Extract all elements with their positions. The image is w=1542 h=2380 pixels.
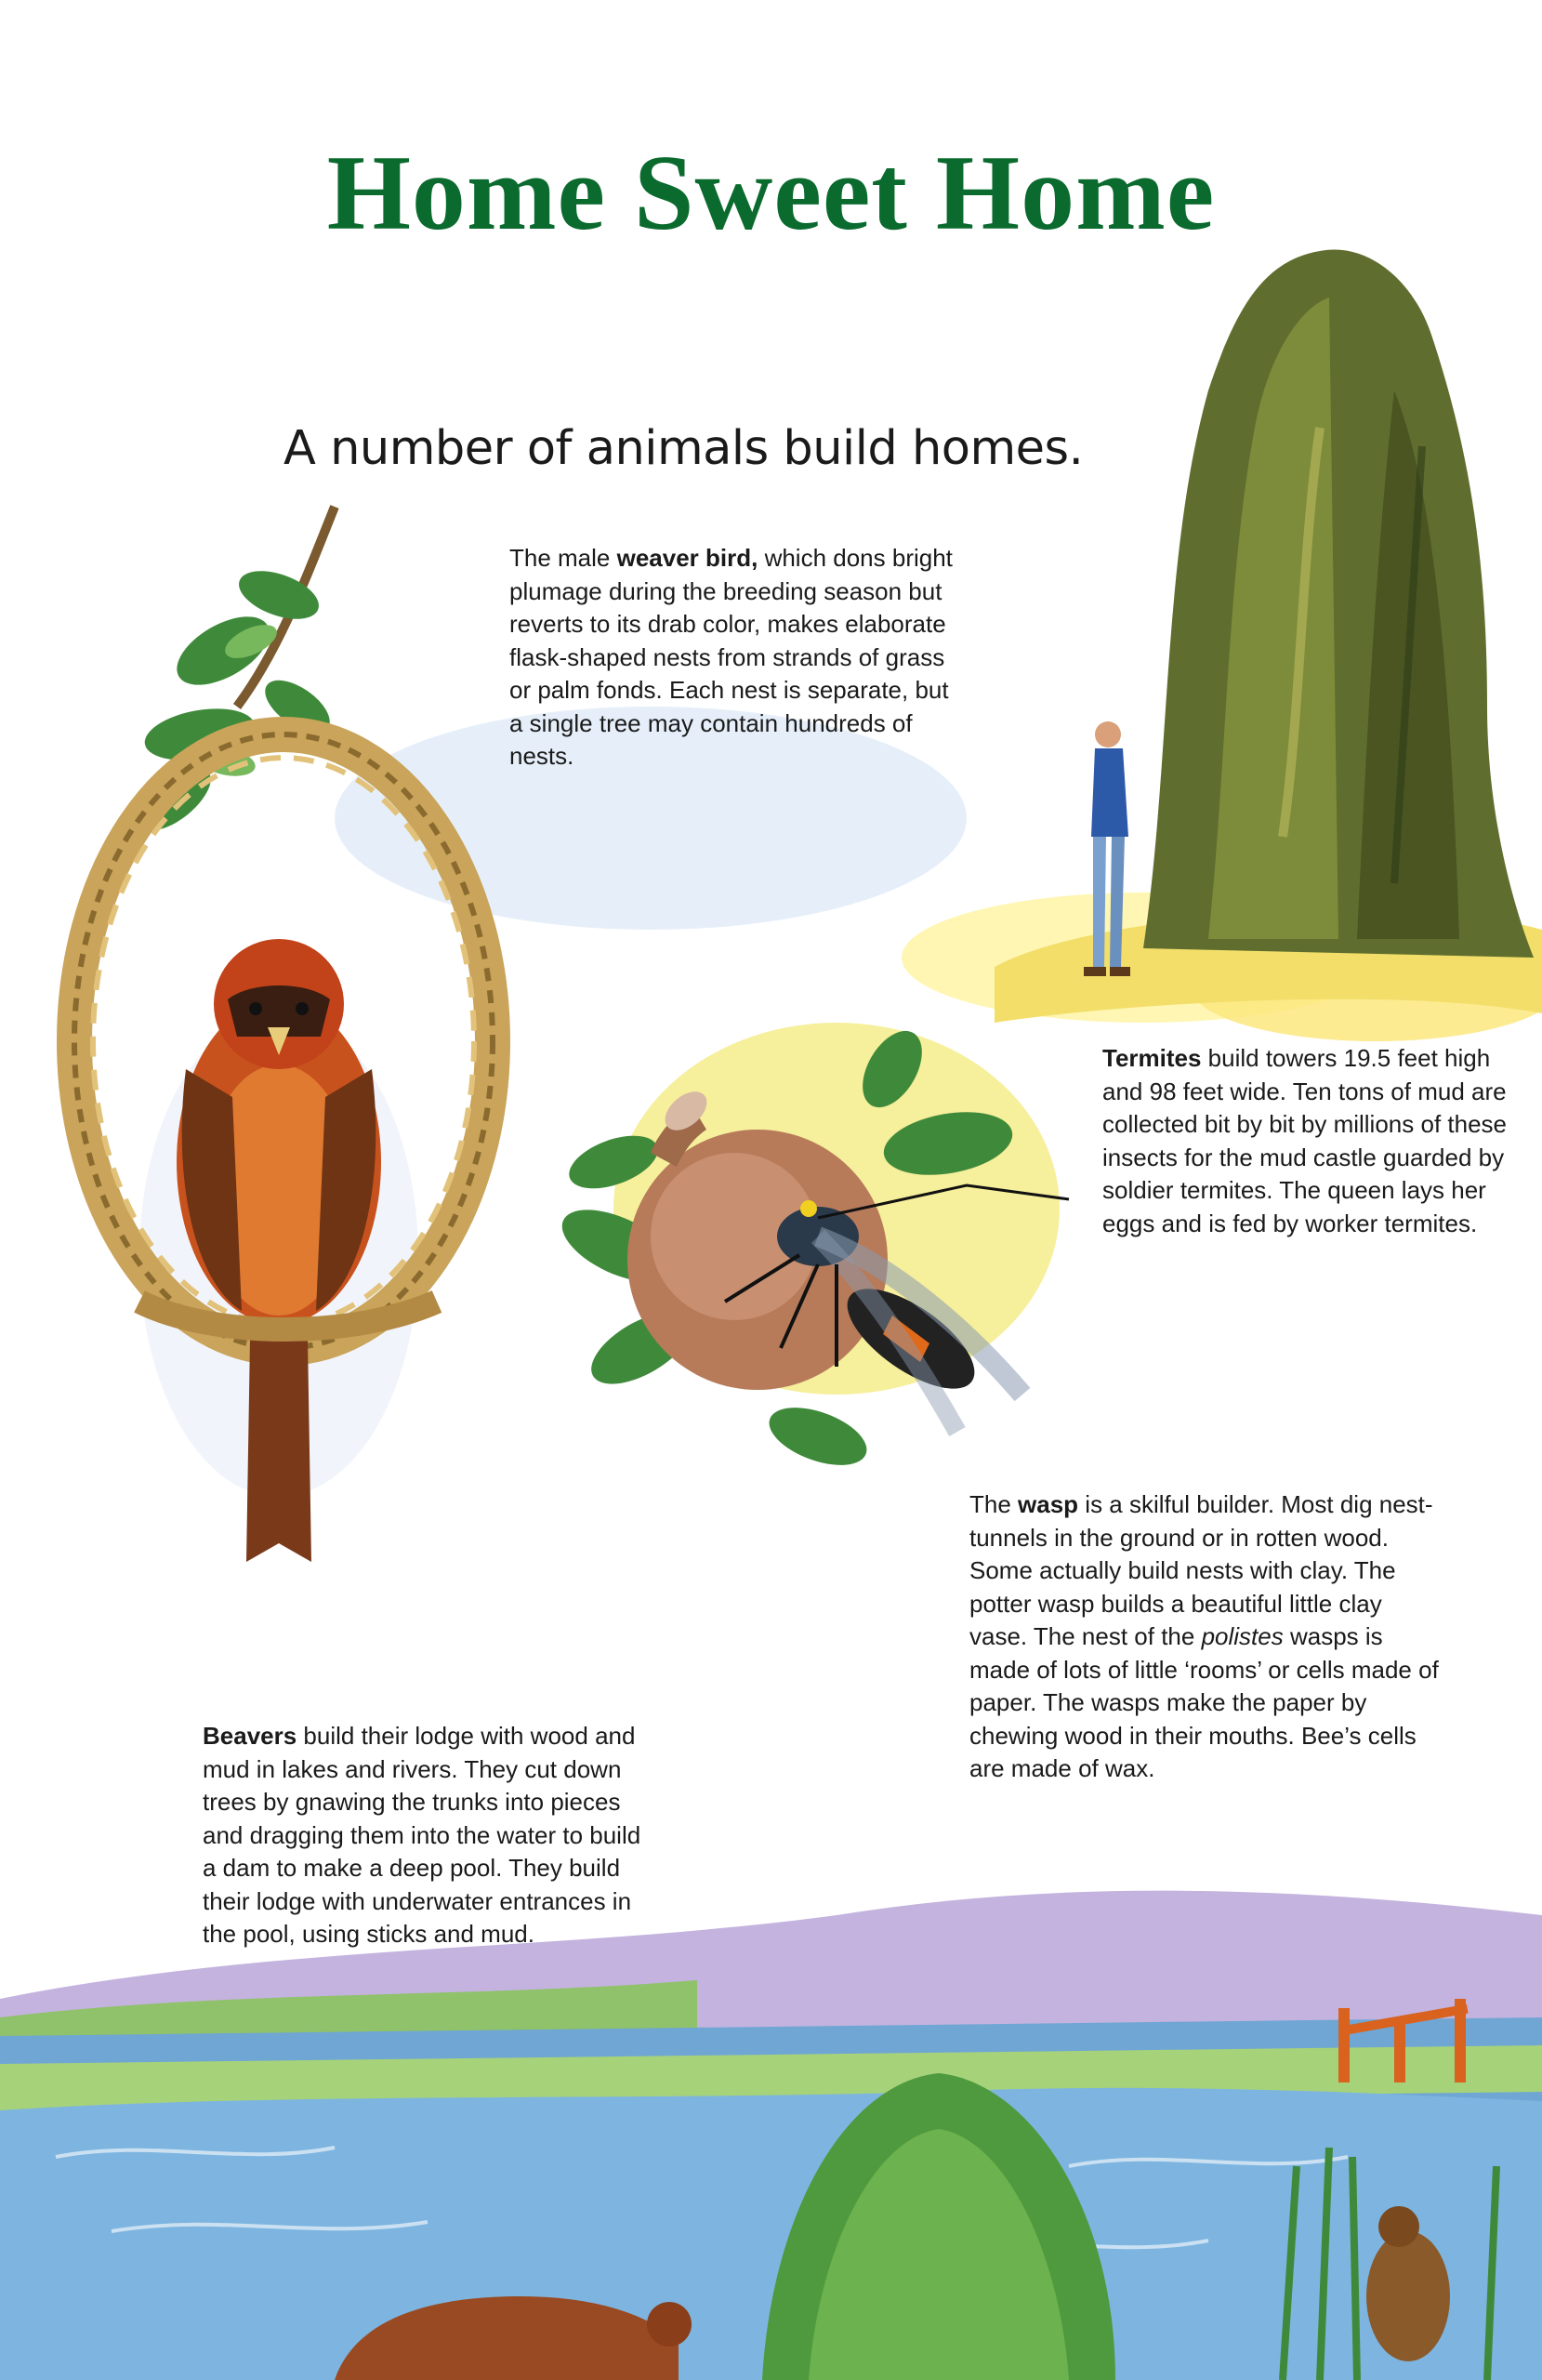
page-title: Home Sweet Home [326, 134, 1216, 253]
wasp-body-2: wasps is made of lots of little ‘rooms’ or cells made of paper. The wasps make the paper by chewing wood in their mouths. Bee’s cells are made of wax. [969, 1622, 1439, 1782]
wasp-body-1: is a skilful builder. Most dig nest-tunnels in the ground or in rotten wood. Some actually build nests with clay. The potter wasp builds a beautiful little clay vase. The nest of the [969, 1490, 1433, 1650]
page-subtitle: A number of animals build homes. [283, 421, 1084, 476]
wasp-lead: The [969, 1490, 1019, 1518]
wasp-paragraph [969, 1488, 1439, 1786]
weaver-bird-term: weaver bird, [616, 544, 758, 572]
beavers-paragraph [203, 1720, 649, 1951]
polistes-term: polistes [1201, 1622, 1284, 1650]
beavers-term: Beavers [203, 1722, 297, 1750]
weaver-lead: The male [509, 544, 617, 572]
weaver-body: which dons bright plumage during the breeding season but reverts to its drab color, makes elaborate flask-shaped nests from strands of grass or palm fonds. Each nest is separate, but a single tree may contain hundreds of nests. [509, 544, 953, 770]
termites-term: Termites [1102, 1044, 1202, 1072]
wasp-term: wasp [1018, 1490, 1079, 1518]
termites-paragraph [1102, 1042, 1530, 1240]
weaver-bird-paragraph [509, 542, 956, 774]
termites-body: build towers 19.5 feet high and 98 feet wide. Ten tons of mud are collected bit by bit by millions of these insects for the mud castle guarded by soldier termites. The queen lays her eggs and is fed by worker termites. [1102, 1044, 1507, 1237]
beavers-body: build their lodge with wood and mud in lakes and rivers. They cut down trees by gnawing the trunks into pieces and dragging them into the water to build a dam to make a deep pool. They build their lodge with underwater entrances in the pool, using sticks and mud. [203, 1722, 641, 1948]
